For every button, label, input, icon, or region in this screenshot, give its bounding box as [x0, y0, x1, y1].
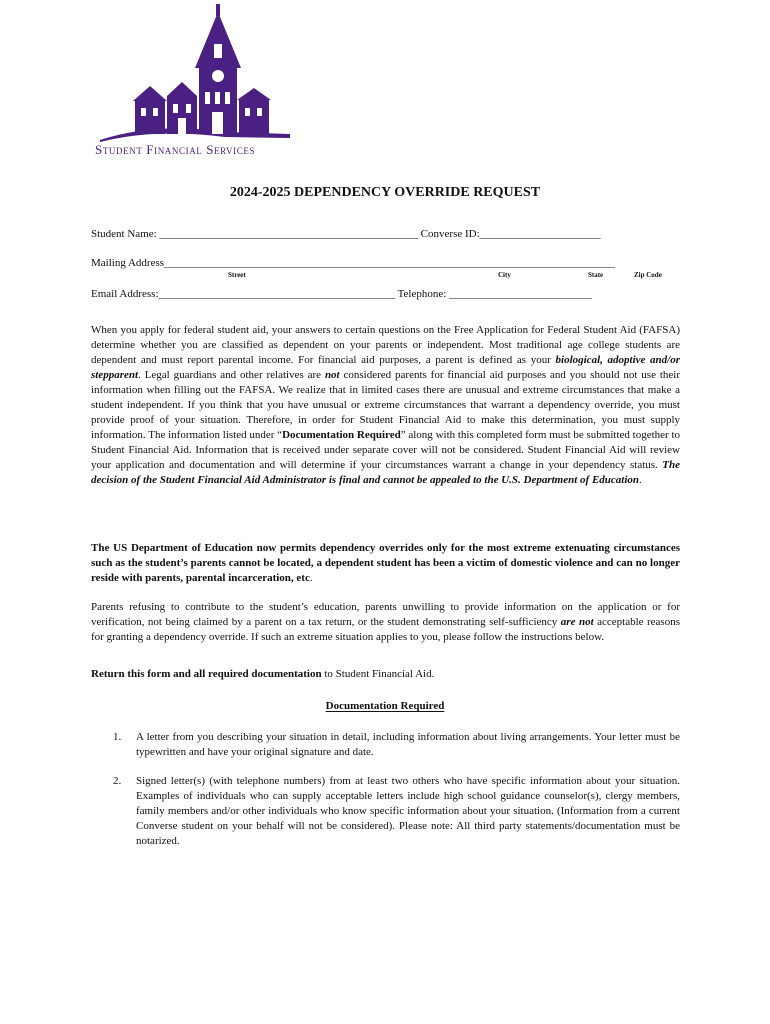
mailing-address-line: Mailing Address__________________________________________________________________________________	[91, 257, 616, 269]
return-instructions: Return this form and all required documentation to Student Financial Aid.	[91, 668, 435, 680]
list-item-number: 2.	[113, 775, 122, 787]
email-telephone-line: Email Address:___________________________________________ Telephone: __________________________	[91, 288, 593, 300]
page-title: 2024-2025 DEPENDENCY OVERRIDE REQUEST	[229, 185, 541, 200]
campus-building-illustration	[95, 4, 295, 144]
list-item-text: A letter from you describing your situation in detail, including information about living arrangements. Your letter must be typewritten and have your original signature and date.	[136, 731, 680, 758]
unacceptable-reasons-paragraph: Parents refusing to contribute to the student’s education, parents unwilling to provide information on the application or for verification, not being claimed by a parent on a tax return, or the student demonstrating self-sufficiency are not acceptable reasons for granting a dependency override. If such an extreme situation applies to you, please follow the instructions below.	[91, 601, 680, 643]
state-label: State	[588, 271, 604, 279]
extreme-circumstances-paragraph: The US Department of Education now permits dependency overrides only for the most extreme extenuating circumstances such as the student’s parents cannot be located, a dependent student has been a victim of domestic violence and can no longer reside with parents, parental incarceration, etc.	[91, 542, 680, 584]
intro-paragraph: When you apply for federal student aid, your answers to certain questions on the Free Application for Federal Student Aid (FAFSA) determine whether you are classified as dependent on your parents or independent. Most traditional age college students are dependent and must report parental income. For financial aid purposes, a parent is defined as your biological, adoptive and/or stepparent. Legal guardians and other relatives are not considered parents for financial aid purposes and you should not use their information when filling out the FAFSA. We realize that in limited cases there are unusual and extreme circumstances that make a student independent. If you think that you have unusual or extreme circumstances that warrant a dependency override, you must provide proof of your situation. Therefore, in order for Student Financial Aid to make this determination, you must supply information. The information listed under “Documentation Required” along with this completed form must be submitted together to Student Financial Aid. Information that is received under separate cover will not be considered. Student Financial Aid will review your application and documentation and will determine if your circumstances warrant a change in your dependency status. The decision of the Student Financial Aid Administrator is final and cannot be appealed to the U.S. Department of Education.	[91, 324, 681, 486]
list-item-number: 1.	[113, 731, 122, 743]
logo	[95, 4, 295, 160]
street-label: Street	[228, 271, 246, 279]
zip-code-label: Zip Code	[634, 271, 662, 279]
list-item-text: Signed letter(s) (with telephone numbers) from at least two others who have specific information about your situation. Examples of individuals who can supply acceptable letters include high school guidance counselor(s), clergy members, family members and/or other individuals who know specific information about your situation. (Information from a current Converse student on your behalf will not be considered). Please note: All third party statements/documentation must be notarized.	[136, 775, 680, 847]
documentation-heading: Documentation Required	[325, 700, 445, 712]
student-name-converse-id-line: Student Name: _______________________________________________ Converse ID:______________________	[91, 228, 601, 240]
logo-text: Student Financial Services	[95, 142, 256, 157]
city-label: City	[498, 271, 511, 279]
